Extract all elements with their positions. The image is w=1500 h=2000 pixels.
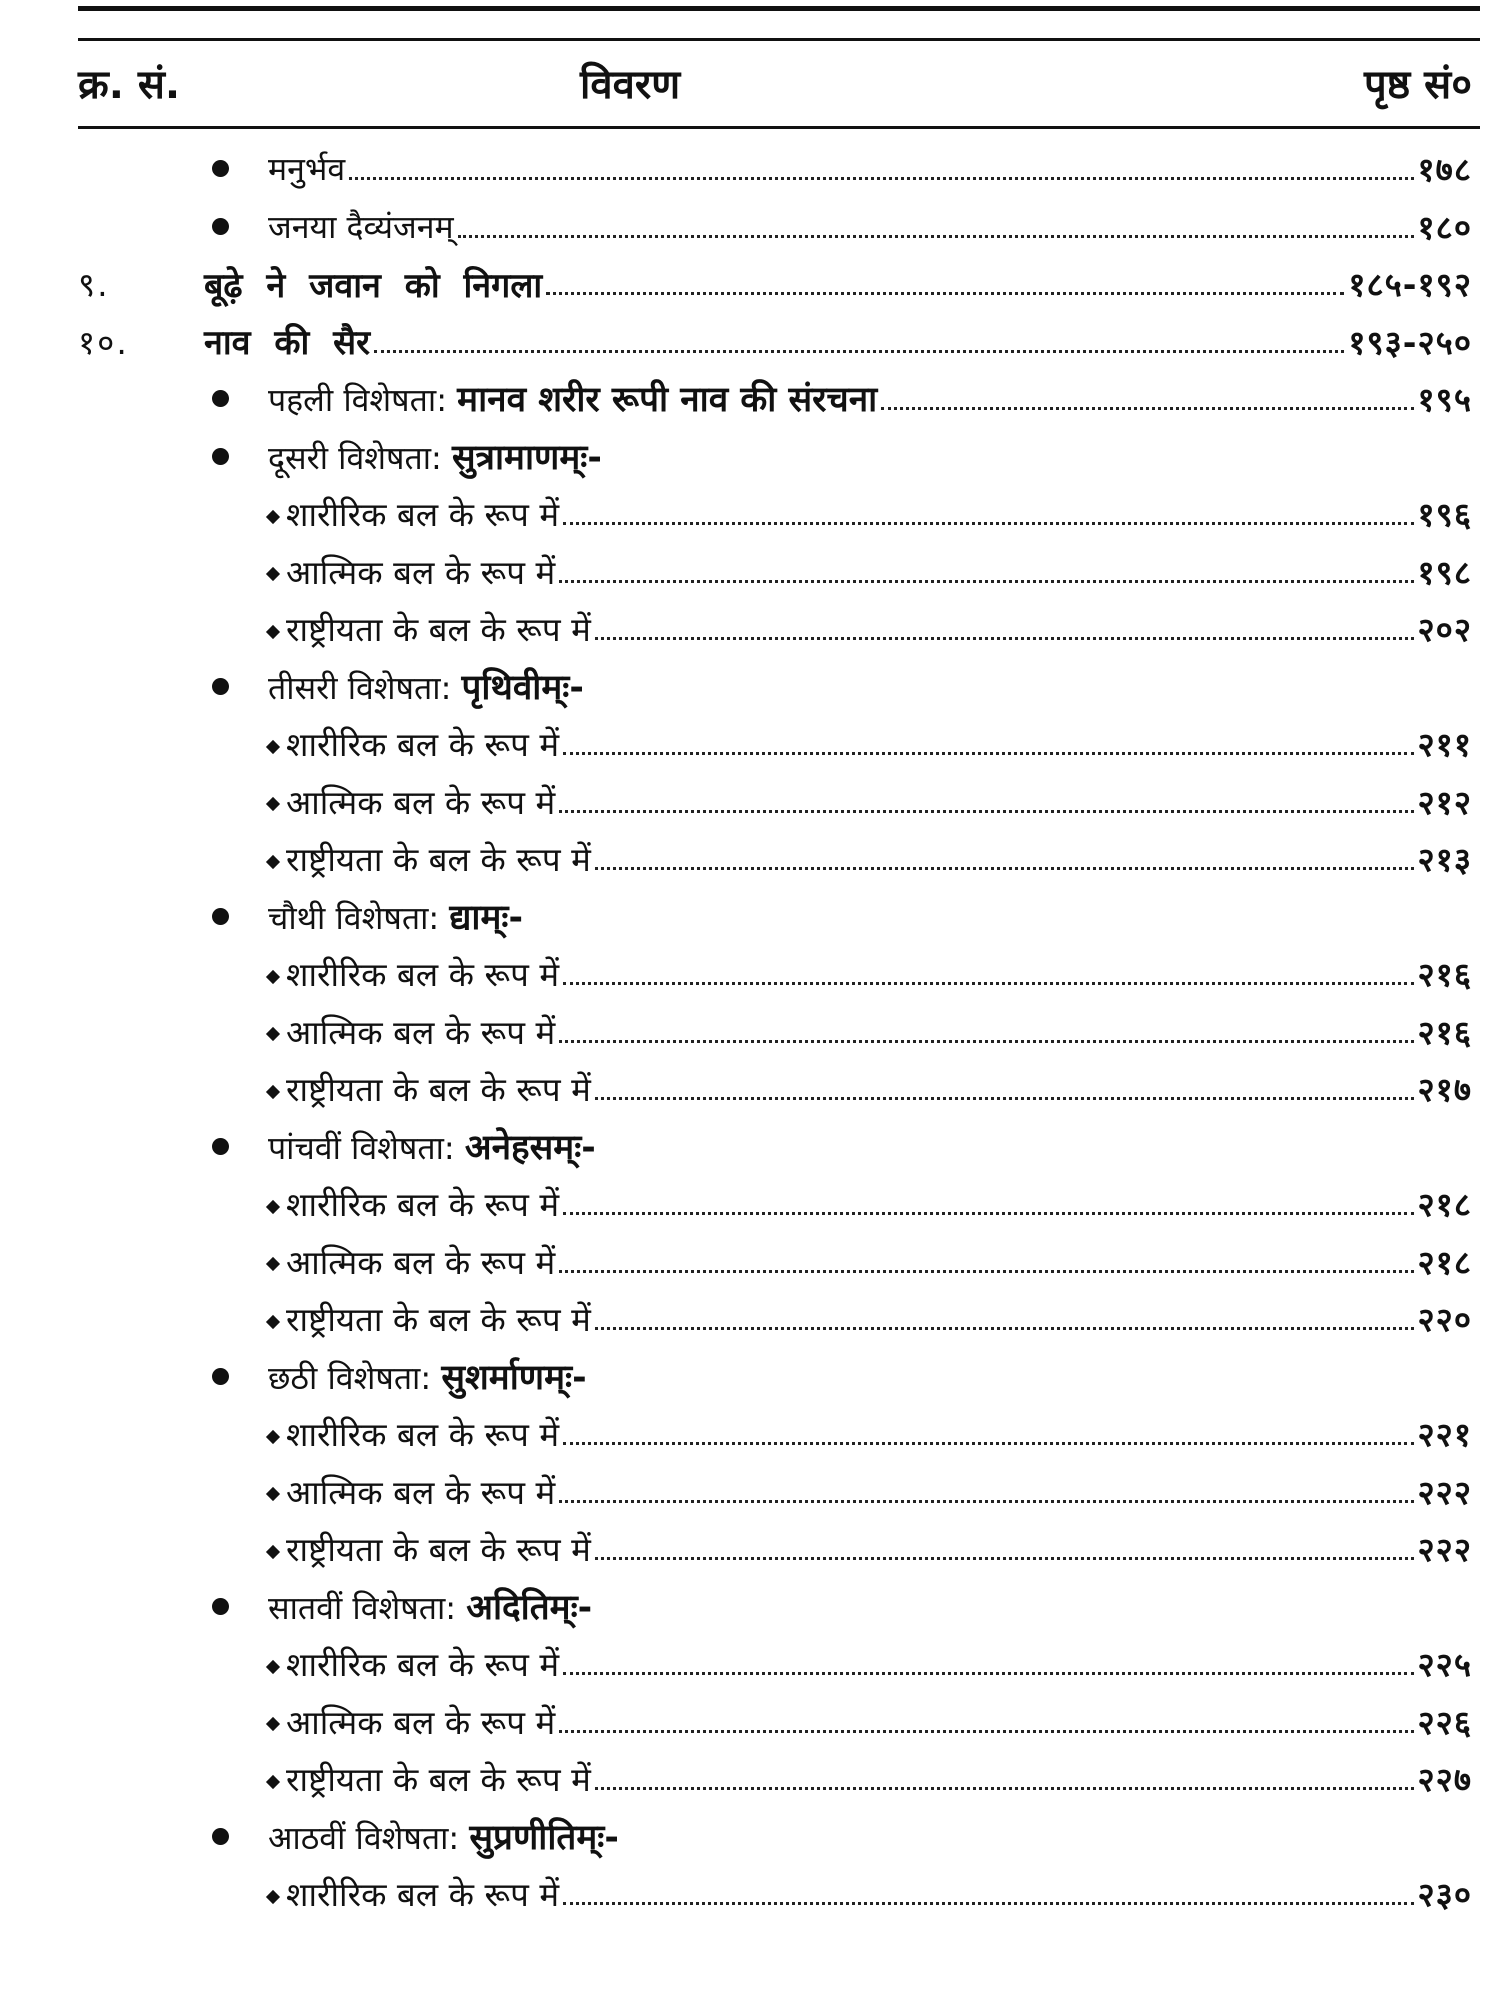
entry-label [268,1526,591,1571]
page-number: २१८ [1417,1242,1472,1282]
diamond-bullet-icon [266,1775,280,1789]
entry-text: जनया दैव्यंजनम् [268,207,454,246]
description-header: विवरण [580,62,681,108]
entry-content [268,1296,1472,1341]
entry-label [204,318,370,364]
entry-text: राष्ट्रीयता के बल के रूप में [286,840,591,880]
entry-emphasis: अनेहसम्ः- [464,1127,596,1168]
diamond-bullet-icon [266,1027,280,1041]
page-number: १९५ [1417,380,1472,420]
dot-leader [458,235,1414,238]
entry-content [268,1469,1472,1514]
page-number: २२१ [1417,1415,1472,1455]
entry-text: शारीरिक बल के रूप में [286,725,560,765]
dot-leader [595,637,1414,640]
dot-leader [374,350,1344,353]
entry-emphasis: द्याम्ः- [449,897,523,938]
entry-text: आत्मिक बल के रूप में [286,1472,556,1512]
toc-entry [0,773,1500,831]
bullet-icon [212,678,229,695]
bullet-icon [212,218,229,235]
toc-entry [0,658,1500,716]
entry-content [268,893,1472,940]
entry-emphasis: अदितिम्ः- [466,1587,593,1628]
entry-label [268,1123,596,1170]
entry-emphasis: सुशर्माणम्ः- [441,1357,587,1398]
toc-entry [0,1865,1500,1923]
entry-content [268,1871,1472,1916]
page-number-header: पृष्ठ सं० [1363,62,1472,108]
dot-leader [595,1097,1414,1100]
entry-label [268,433,602,480]
dot-leader [595,1557,1414,1560]
entry-label [268,1353,587,1400]
page-number: २१३ [1417,840,1472,880]
dot-leader [563,752,1413,755]
entry-emphasis: सुत्रामाणम्ः- [452,437,602,478]
toc-entry [0,428,1500,486]
page-number: २१२ [1417,782,1472,822]
entry-label [268,1009,555,1054]
page-number: १८० [1417,207,1472,247]
toc-entry [0,1175,1500,1233]
dot-leader [563,982,1413,985]
entry-content [268,1181,1472,1226]
entry-text: बूढ़े ने जवान को निगला [204,265,543,306]
dot-leader [881,407,1413,410]
page-number: २०२ [1417,610,1472,650]
toc-entry [0,1290,1500,1348]
entry-content [268,779,1472,824]
entry-label [268,1181,559,1226]
entry-content [268,951,1472,996]
entry-text: दूसरी विशेषता: [268,438,442,477]
toc-entry [0,255,1500,313]
chapter-number: ९. [78,265,110,305]
entry-label [268,779,555,824]
toc-entry [0,1003,1500,1061]
dot-leader [559,580,1413,583]
bullet-icon [212,390,229,407]
bullet-icon [212,448,229,465]
entry-label [268,147,345,190]
entry-content [268,1353,1472,1400]
entry-content [268,491,1472,536]
entry-emphasis: सुप्रणीतिम्ः- [469,1817,619,1858]
page-number: २२० [1417,1300,1472,1340]
toc-entry [0,543,1500,601]
entry-label [268,375,877,422]
entry-text: शारीरिक बल के रूप में [286,955,560,995]
diamond-bullet-icon [266,1717,280,1731]
entry-text: नाव की सैर [204,323,371,364]
entry-text: मनुर्भव [268,150,346,189]
dot-leader [559,810,1413,813]
entry-label [268,606,591,651]
page-number: १९३-२५० [1348,322,1472,362]
entry-label [268,1411,559,1456]
entry-label [268,1813,619,1860]
entry-label [268,1469,555,1514]
entry-text: छठी विशेषता: [268,1358,432,1397]
bullet-icon [212,908,229,925]
entry-label [268,836,591,881]
bullet-icon [212,160,229,177]
entry-content [268,1009,1472,1054]
entry-text: आठवीं विशेषता: [268,1818,460,1857]
page-number: १९६ [1417,495,1472,535]
toc-entry [0,715,1500,773]
dot-leader [563,1212,1413,1215]
diamond-bullet-icon [266,740,280,754]
entry-label [268,663,584,710]
entry-emphasis: पृथिवीम्ः- [461,667,584,708]
entry-label [204,261,542,307]
entry-content [204,261,1472,307]
entry-text: राष्ट्रीयता के बल के रूप में [286,1760,591,1800]
entry-content [268,663,1472,710]
entry-text: तीसरी विशेषता: [268,668,452,707]
page-number: १८५-१९२ [1348,265,1472,305]
diamond-bullet-icon [266,1085,280,1099]
dot-leader [546,292,1344,295]
page-number: २१६ [1417,955,1472,995]
toc-entry [0,370,1500,428]
toc-entry [0,1405,1500,1463]
entry-label [268,1296,591,1341]
header-top-rule [78,38,1480,41]
page-number: २३० [1417,1875,1472,1915]
entry-content [204,318,1472,364]
diamond-bullet-icon [266,1257,280,1271]
entry-text: राष्ट्रीयता के बल के रूप में [286,1530,591,1570]
diamond-bullet-icon [266,1890,280,1904]
page-number: २२५ [1417,1645,1472,1685]
entry-text: राष्ट्रीयता के बल के रूप में [286,610,591,650]
diamond-bullet-icon [266,855,280,869]
diamond-bullet-icon [266,1200,280,1214]
serial-number-header: क्र. सं. [78,62,181,108]
dot-leader [559,1500,1413,1503]
toc-entry [0,1348,1500,1406]
entry-content [268,375,1472,422]
toc-entry [0,140,1500,198]
table-header [0,55,1500,115]
top-rule [78,6,1480,11]
diamond-bullet-icon [266,625,280,639]
toc-entry [0,600,1500,658]
entry-text: चौथी विशेषता: [268,898,440,937]
toc-entry [0,1750,1500,1808]
toc-entry [0,198,1500,256]
dot-leader [559,1270,1413,1273]
entry-label [268,1066,591,1111]
entry-content [268,1641,1472,1686]
bullet-icon [212,1828,229,1845]
dot-leader [563,1672,1413,1675]
entry-label [268,1699,555,1744]
entry-content [268,1526,1472,1571]
entry-label [268,1871,559,1916]
entry-label [268,1756,591,1801]
entry-text: पांचवीं विशेषता: [268,1128,455,1167]
page-number: २२६ [1417,1702,1472,1742]
dot-leader [349,177,1413,180]
page-number: २२७ [1417,1760,1472,1800]
entry-emphasis: मानव शरीर रूपी नाव की संरचना [457,380,878,421]
diamond-bullet-icon [266,970,280,984]
toc-entry [0,1520,1500,1578]
entry-label [268,1641,559,1686]
entry-content [268,204,1472,249]
entry-label [268,549,555,594]
entry-text: शारीरिक बल के रूप में [286,1415,560,1455]
dot-leader [559,1730,1413,1733]
dot-leader [559,1040,1413,1043]
entry-text: शारीरिक बल के रूप में [286,1185,560,1225]
entry-content [268,1756,1472,1801]
diamond-bullet-icon [266,1487,280,1501]
dot-leader [563,1902,1413,1905]
toc-entry [0,888,1500,946]
toc-entry [0,485,1500,543]
entry-label [268,951,559,996]
bullet-icon [212,1138,229,1155]
diamond-bullet-icon [266,567,280,581]
diamond-bullet-icon [266,1315,280,1329]
toc-entry [0,313,1500,371]
toc-entry [0,1463,1500,1521]
diamond-bullet-icon [266,1545,280,1559]
entry-content [268,1699,1472,1744]
diamond-bullet-icon [266,1430,280,1444]
entry-label [268,491,559,536]
entry-text: शारीरिक बल के रूप में [286,1875,560,1915]
entry-text: पहली विशेषता: [268,381,447,420]
toc-entry [0,1060,1500,1118]
entry-text: शारीरिक बल के रूप में [286,1645,560,1685]
toc-entry [0,1693,1500,1751]
bullet-icon [212,1598,229,1615]
toc-entry [0,1578,1500,1636]
entry-label [268,893,523,940]
entry-text: राष्ट्रीयता के बल के रूप में [286,1300,591,1340]
dot-leader [563,522,1413,525]
entry-content [268,549,1472,594]
entry-content [268,1813,1472,1860]
entry-content [268,146,1472,191]
dot-leader [563,1442,1413,1445]
entry-content [268,721,1472,766]
dot-leader [595,1787,1414,1790]
entry-text: सातवीं विशेषता: [268,1588,457,1627]
dot-leader [595,867,1414,870]
entry-content [268,1411,1472,1456]
page-number: १९८ [1417,552,1472,592]
entry-content [268,836,1472,881]
entry-content [268,606,1472,651]
page-number: २२२ [1417,1530,1472,1570]
toc-entry [0,1233,1500,1291]
entry-content [268,1066,1472,1111]
toc-entry [0,830,1500,888]
page-number: २११ [1417,725,1472,765]
entry-text: शारीरिक बल के रूप में [286,495,560,535]
header-bottom-rule [78,126,1480,129]
toc-entry [0,1118,1500,1176]
toc-entry [0,1635,1500,1693]
entry-label [268,1583,592,1630]
page-number: २१८ [1417,1185,1472,1225]
page-number: १७८ [1417,150,1472,190]
entry-content [268,433,1472,480]
entry-label [268,205,454,248]
entry-content [268,1583,1472,1630]
chapter-number: १०. [78,322,129,362]
entry-text: आत्मिक बल के रूप में [286,1242,556,1282]
page-number: २१७ [1417,1070,1472,1110]
diamond-bullet-icon [266,510,280,524]
entry-label [268,1239,555,1284]
entry-text: आत्मिक बल के रूप में [286,1012,556,1052]
entry-content [268,1123,1472,1170]
page-number: २१६ [1417,1012,1472,1052]
entry-label [268,721,559,766]
entry-text: राष्ट्रीयता के बल के रूप में [286,1070,591,1110]
entry-text: आत्मिक बल के रूप में [286,552,556,592]
entry-text: आत्मिक बल के रूप में [286,782,556,822]
bullet-icon [212,1368,229,1385]
entry-content [268,1239,1472,1284]
dot-leader [595,1327,1414,1330]
diamond-bullet-icon [266,797,280,811]
diamond-bullet-icon [266,1660,280,1674]
entry-text: आत्मिक बल के रूप में [286,1702,556,1742]
toc-entry [0,945,1500,1003]
page-number: २२२ [1417,1472,1472,1512]
toc-list [0,140,1500,1923]
toc-entry [0,1808,1500,1866]
